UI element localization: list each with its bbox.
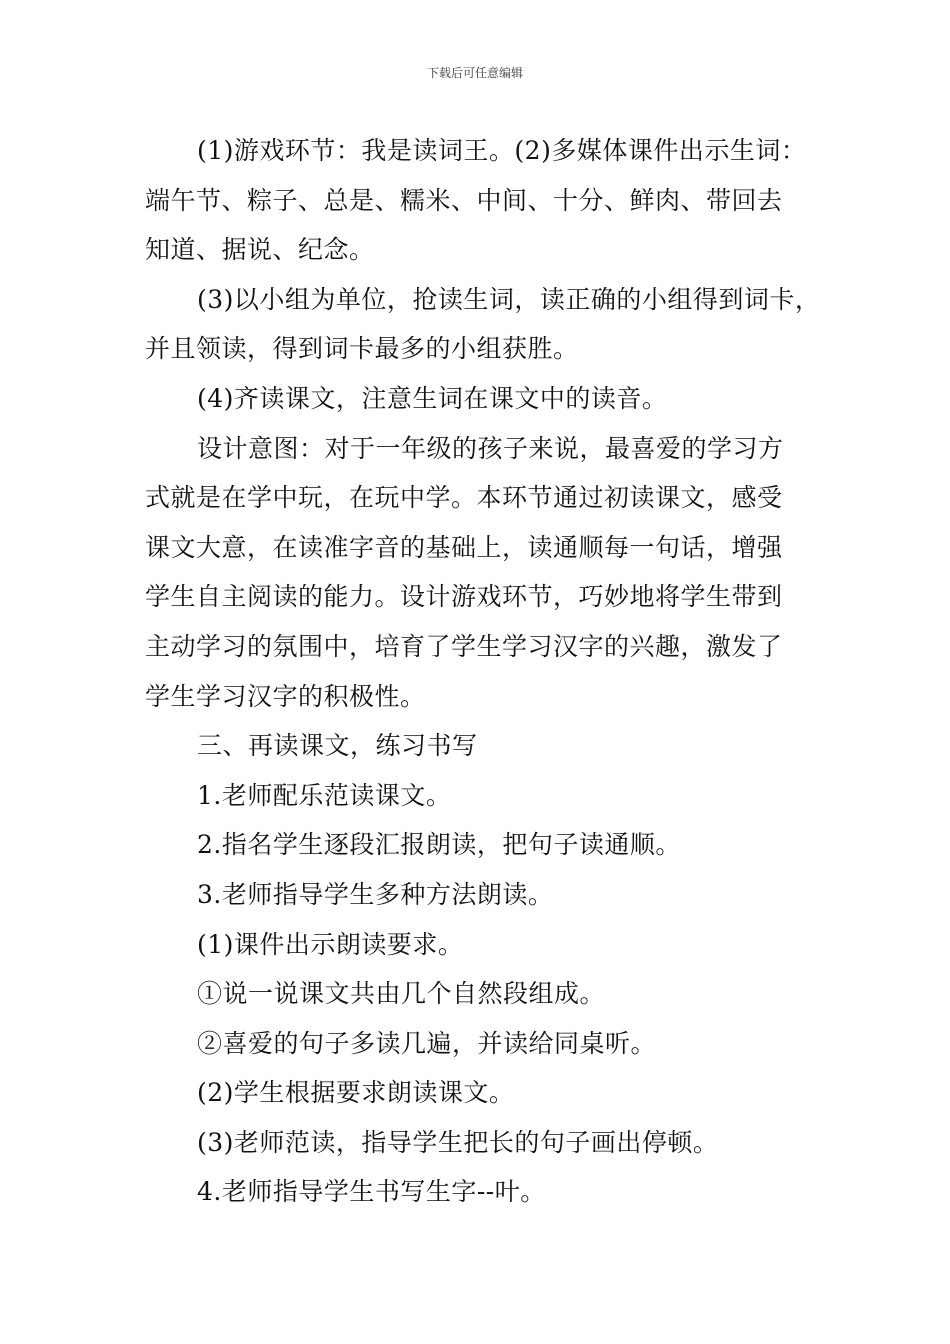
- text-line: 1.老师配乐范读课文。: [197, 780, 452, 810]
- page-header-note: 下载后可任意编辑: [426, 66, 523, 80]
- text-line: ②喜爱的句子多读几遍，并读给同桌听。: [197, 1028, 657, 1058]
- text-line: 3.老师指导学生多种方法朗读。: [197, 879, 554, 909]
- text-line: 设计意图：对于一年级的孩子来说，最喜爱的学习方: [197, 433, 784, 463]
- text-line: 2.指名学生逐段汇报朗读，把句子读通顺。: [197, 830, 681, 860]
- text-line: 4.老师指导学生书写生字--叶。: [197, 1177, 546, 1207]
- text-line: 学生自主阅读的能力。设计游戏环节，巧妙地将学生带到: [145, 582, 783, 612]
- text-line: (1)课件出示朗读要求。: [197, 929, 464, 959]
- text-line: ①说一说课文共由几个自然段组成。: [197, 979, 606, 1009]
- text-line: 并且领读，得到词卡最多的小组获胜。: [145, 334, 579, 364]
- text-line: (2)学生根据要求朗读课文。: [197, 1078, 515, 1108]
- text-line: (4)齐读课文，注意生词在课文中的读音。: [197, 383, 668, 413]
- text-line: 三、再读课文，练习书写: [197, 731, 478, 761]
- text-line: (3)以小组为单位，抢读生词，读正确的小组得到词卡，: [197, 284, 821, 314]
- text-line: 主动学习的氛围中，培育了学生学习汉字的兴趣，激发了: [145, 631, 783, 661]
- text-line: 知道、据说、纪念。: [145, 235, 375, 265]
- document-body: [145, 126, 821, 1217]
- text-line: (3)老师范读，指导学生把长的句子画出停顿。: [197, 1127, 719, 1157]
- text-line: 课文大意，在读准字音的基础上，读通顺每一句话，增强: [145, 532, 783, 562]
- text-line: 式就是在学中玩，在玩中学。本环节通过初读课文，感受: [145, 483, 783, 513]
- text-line: 学生学习汉字的积极性。: [145, 681, 426, 711]
- text-line: (1)游戏环节：我是读词王。(2)多媒体课件出示生词：: [197, 136, 807, 165]
- text-line: 端午节、粽子、总是、糯米、中间、十分、鲜肉、带回去: [145, 185, 783, 215]
